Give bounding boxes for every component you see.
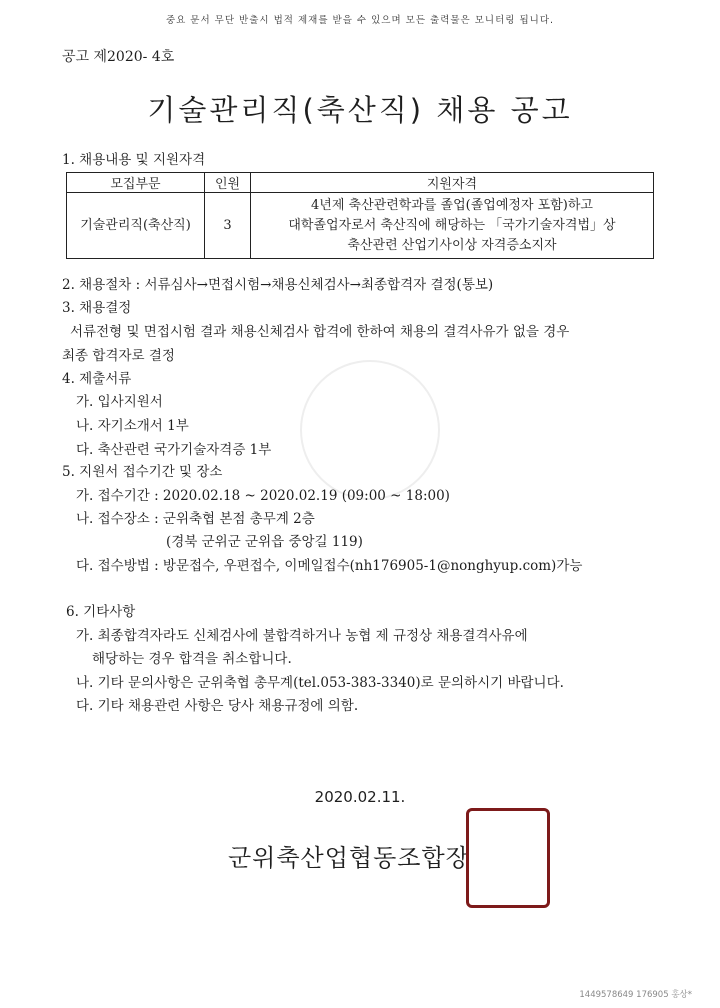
issue-date: 2020.02.11. xyxy=(314,788,406,806)
qual-line: 대학졸업자로서 축산직에 해당하는 「국가기술자격법」상 xyxy=(288,217,616,233)
issuer-name: 군위축산업협동조합장 xyxy=(228,844,470,872)
section-5-address: (경북 군위군 군위읍 중앙길 119) xyxy=(166,534,363,550)
section-6-item: 가. 최종합격자라도 신체검사에 불합격하거나 농협 제 규정상 채용결격사유에 xyxy=(76,628,528,644)
print-tracking-code: 1449578649 176905 홍상* xyxy=(579,990,692,1000)
cell-count: 3 xyxy=(205,193,251,259)
official-seal-stamp xyxy=(466,808,550,908)
section-5-item: 나. 접수장소 : 군위축협 본점 총무계 2층 xyxy=(76,511,315,527)
section-6-item-cont: 해당하는 경우 합격을 취소합니다. xyxy=(92,651,292,667)
section-2-heading: 2. 채용절차 : 서류심사→면접시험→채용신체검사→최종합격자 결정(통보) xyxy=(62,277,494,293)
page-title: 기술관리직(축산직) 채용 공고 xyxy=(147,93,573,127)
section-4-item: 다. 축산관련 국가기술자격증 1부 xyxy=(76,442,272,458)
notice-number: 공고 제2020- 4호 xyxy=(62,49,175,65)
watermark-emblem xyxy=(300,360,440,500)
header-dept: 모집부문 xyxy=(67,173,205,193)
section-3-heading: 3. 채용결정 xyxy=(62,300,132,316)
section-4-item: 나. 자기소개서 1부 xyxy=(76,418,189,434)
section-6-item: 나. 기타 문의사항은 군위축협 총무계(tel.053-383-3340)로 문의하시기 바랍니다. xyxy=(76,675,564,691)
cell-qual xyxy=(251,193,654,259)
qual-line: 축산관련 산업기사이상 자격증소지자 xyxy=(347,237,557,253)
table-row xyxy=(67,193,654,259)
section-6-heading: 6. 기타사항 xyxy=(66,604,136,620)
section-1-heading: 1. 채용내용 및 지원자격 xyxy=(62,152,206,168)
requirements-table xyxy=(66,172,654,259)
qual-line: 4년제 축산관련학과를 졸업(졸업예정자 포함)하고 xyxy=(311,197,593,213)
section-4-heading: 4. 제출서류 xyxy=(62,371,132,387)
section-5-item: 다. 접수방법 : 방문접수, 우편접수, 이메일접수(nh176905-1@nonghyup.com)가능 xyxy=(76,558,583,574)
section-6-item: 다. 기타 채용관련 사항은 당사 채용규정에 의함. xyxy=(76,698,359,714)
section-3-line: 서류전형 및 면접시험 결과 채용신체검사 합격에 한하여 채용의 결격사유가 없을 경우 xyxy=(70,324,570,340)
section-5-item: 가. 접수기간 : 2020.02.18 ~ 2020.02.19 (09:00 ~ 18:00) xyxy=(76,488,450,504)
cell-dept: 기술관리직(축산직) xyxy=(67,193,205,259)
table-header-row xyxy=(67,173,654,193)
section-3-line: 최종 합격자로 결정 xyxy=(62,348,175,364)
header-count: 인원 xyxy=(205,173,251,193)
section-4-item: 가. 입사지원서 xyxy=(76,394,163,410)
header-qual: 지원자격 xyxy=(251,173,654,193)
section-5-heading: 5. 지원서 접수기간 및 장소 xyxy=(62,464,223,480)
confidential-notice: 중요 문서 무단 반출시 법적 제재를 받을 수 있으며 모든 출력물은 모니터링 됩니다. xyxy=(165,15,555,26)
